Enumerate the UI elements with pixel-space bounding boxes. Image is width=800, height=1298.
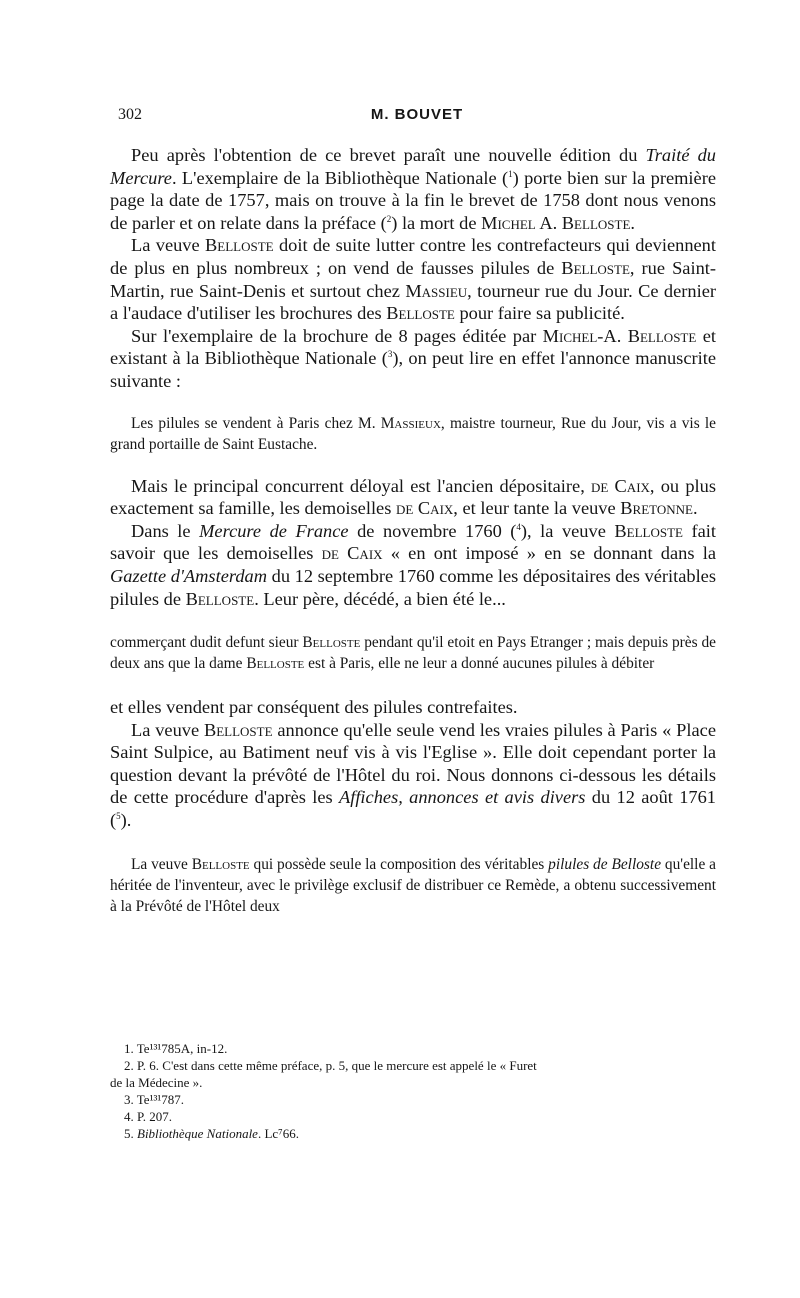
text-run: doit de suite lutter contre les contrefacteurs qui deviennent de plus en plus nombreux ; on vend de fausses pilules de (110, 235, 716, 278)
person-name: de Caix (321, 543, 383, 564)
footnote-1 (120, 1040, 716, 1057)
text-run: est à Paris, elle ne leur a donné aucunes pilules à débiter (304, 655, 655, 673)
footnote-ref: 4 (516, 521, 521, 532)
text-run: La veuve (131, 719, 204, 740)
footnote-ref: 2 (386, 213, 392, 224)
text-run: , ou plus exactement sa famille, les demoiselles (110, 475, 716, 519)
text-run: , et leur tante la veuve (453, 498, 621, 519)
text-run: annonce qu'elle seule vend les vraies pilules à Paris « Place Saint Sulpice, au Batiment neuf vis à vis l'Eglise ». Elle doit cependant porter la question devant la prévôté de l'Hôtel du roi. Nous donnons ci-dessous les détails de cette procédure d'après les (110, 719, 716, 808)
text-run: Dans le (131, 520, 200, 541)
footnote-text: 3. Te¹³¹787. (124, 1092, 185, 1107)
text-run: , rue Saint-Martin, rue Saint-Denis et surtout chez (110, 257, 716, 301)
running-head-title: M. BOUVET (370, 106, 464, 123)
italic-title: Bibliothèque Nationale (137, 1126, 258, 1141)
footnotes (110, 1040, 716, 1142)
person-name: Belloste (246, 655, 305, 673)
text-run: qui possède seule la composition des véritables (249, 855, 549, 873)
italic-title: Gazette d'Amsterdam (110, 565, 268, 586)
text-run: de novembre 1760 ( (348, 520, 517, 541)
person-name: Belloste (386, 303, 455, 324)
running-header (118, 106, 716, 128)
text-run: pour faire sa publicité. (454, 303, 625, 324)
italic-title: Affiches, annonces et avis divers (338, 787, 586, 808)
footnote-ref: 1 (508, 168, 513, 179)
person-name: Massieu (405, 280, 468, 301)
text-run: , tourneur rue du Jour. Ce dernier a l'audace d'utiliser les brochures des (110, 280, 716, 324)
quotation-1 (110, 413, 716, 455)
text-run: pendant qu'il etoit en Pays Etranger ; mais depuis près de deux ans que la dame (110, 634, 717, 673)
text-run: . Leur père, décédé, a bien été le... (254, 588, 506, 609)
person-name: Belloste (614, 520, 683, 541)
footnote-text (120, 1125, 716, 1142)
text-run: Sur l'exemplaire de la brochure de 8 pages éditée par (131, 325, 543, 346)
footnote-text: . Lc⁷66. (257, 1126, 299, 1141)
footnote-3 (120, 1091, 716, 1108)
text-run: commerçant dudit defunt sieur (110, 634, 303, 652)
text-run: Peu après l'obtention de ce brevet paraît une nouvelle édition du (131, 145, 646, 165)
text-run: Les pilules se vendent à Paris chez M. (131, 414, 381, 432)
paragraph-7 (110, 719, 716, 832)
italic-title: Traité du Mercure (110, 145, 716, 188)
footnote-ref: 3 (387, 349, 393, 360)
footnote-text: 4. P. 207. (124, 1109, 173, 1124)
text-run: La veuve (131, 855, 192, 873)
text-run: et existant à la Bibliothèque Nationale ( (110, 325, 717, 369)
person-name: Belloste (561, 257, 630, 278)
person-name: Michel A. Belloste (481, 212, 631, 233)
text-run: La veuve (131, 235, 206, 256)
person-name: Belloste (302, 634, 361, 652)
text-run: ). (120, 810, 132, 831)
person-name: de Caix (395, 498, 454, 519)
footnote-4 (120, 1108, 716, 1125)
footnote-ref: 5 (116, 810, 121, 821)
text-run: . (692, 498, 698, 519)
text-run: . (630, 212, 635, 233)
footnote-number: 5. (124, 1126, 137, 1141)
paragraph-4 (110, 475, 716, 520)
text-run: fait savoir que les demoiselles (110, 520, 716, 564)
person-name: Michel-A. Belloste (542, 325, 697, 346)
italic-title: Mercure de France (199, 520, 349, 541)
text-run: ) la mort de (391, 212, 482, 233)
main-text (110, 144, 716, 917)
person-name: Massieux (380, 414, 441, 432)
text-run: du 12 septembre 1760 comme les dépositaires des véritables pilules de (110, 565, 717, 609)
page-number: 302 (118, 106, 142, 123)
text-run: qu'elle a héritée de l'inventeur, avec le privilège exclusif de distribuer ce Remède, a obtenu successivement à la Prévôté de l'Hôtel deux (110, 855, 716, 915)
footnote-text: de la Médecine ». (110, 1075, 203, 1090)
paragraph-5 (110, 520, 716, 610)
person-name: Bretonne (620, 498, 693, 519)
person-name: Belloste (191, 855, 250, 873)
paragraph-2 (110, 234, 716, 324)
person-name: Belloste (203, 719, 273, 740)
text-run: . L'exemplaire de la Bibliothèque Nationale ( (171, 167, 509, 188)
text-run: « en ont imposé » en se donnant dans la (382, 543, 716, 564)
text-run: ), la veuve (520, 520, 615, 541)
footnote-5 (120, 1125, 716, 1142)
italic-title: pilules de Belloste (548, 855, 662, 873)
footnote-text: 1. Te¹³¹785A, in-12. (124, 1041, 228, 1056)
paragraph-6 (110, 696, 716, 719)
quotation-3 (110, 854, 716, 917)
person-name: Belloste (205, 235, 274, 256)
text-run: du 12 août 1761 ( (110, 787, 717, 831)
text-run: , maistre tourneur, Rue du Jour, vis a vis le grand portaille de Saint Eustache. (110, 414, 716, 453)
footnote-text: 2. P. 6. C'est dans cette même préface, p. 5, que le mercure est appelé le « Furet (124, 1058, 537, 1073)
footnote-2 (110, 1057, 716, 1091)
paragraph-3 (110, 325, 716, 393)
person-name: de Caix (591, 475, 650, 496)
quotation-2 (110, 632, 716, 674)
text-run: Mais le principal concurrent déloyal est l'ancien dépositaire, (131, 475, 591, 496)
text-run: et elles vendent par conséquent des pilules contrefaites. (110, 697, 518, 718)
paragraph-1 (110, 144, 716, 234)
text-run: ) porte bien sur la première page la date de 1757, mais on trouve à la fin le brevet de 1758 dont nous venons de parler et on relate dans la préface ( (110, 167, 716, 233)
person-name: Belloste (185, 588, 255, 609)
text-run: ), on peut lire en effet l'annonce manuscrite suivante : (110, 348, 716, 391)
